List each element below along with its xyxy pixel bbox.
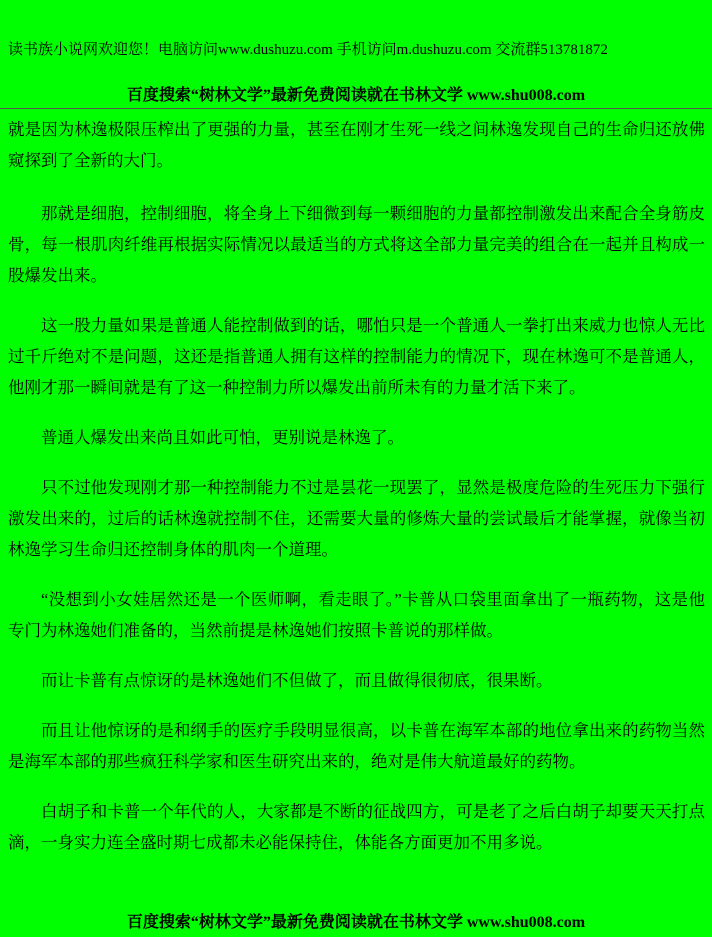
paragraph: 就是因为林逸极限压榨出了更强的力量，甚至在刚才生死一线之间林逸发现自己的生命归还放佛窥探到了全新的大门。 <box>8 120 705 170</box>
paragraph: “没想到小女娃居然还是一个医师啊，看走眼了。”卡普从口袋里面拿出了一瓶药物，这是他专门为林逸她们准备的，当然前提是林逸她们按照卡普说的那样做。 <box>8 590 705 640</box>
footer-search-tip: 百度搜索“树林文学”最新免费阅读就在书林文学 www.shu008.com <box>126 914 586 931</box>
paragraph: 这一股力量如果是普通人能控制做到的话，哪怕只是一个普通人一拳打出来威力也惊人无比过千斤绝对不是问题，这还是指普通人拥有这样的控制能力的情况下，现在林逸可不是普通人，他刚才那一瞬间就是有了这一种控制力所以爆发出前所未有的力量才活下来了。 <box>8 316 705 397</box>
site-notice: 读书族小说网欢迎您！电脑访问www.dushuzu.com 手机访问m.dushuzu.com 交流群513781872 <box>8 42 608 58</box>
paragraph: 而让卡普有点惊讶的是林逸她们不但做了，而且做得很彻底，很果断。 <box>41 671 553 690</box>
paragraph: 普通人爆发出来尚且如此可怕，更别说是林逸了。 <box>41 428 404 447</box>
header-divider <box>0 108 712 109</box>
chapter-content <box>8 114 705 877</box>
paragraph: 而且让他惊讶的是和纲手的医疗手段明显很高，以卡普在海军本部的地位拿出来的药物当然是海军本部的那些疯狂科学家和医生研究出来的，绝对是伟大航道最好的药物。 <box>8 721 705 771</box>
paragraph: 那就是细胞，控制细胞，将全身上下细微到每一颗细胞的力量都控制激发出来配合全身筋皮骨，每一根肌肉纤维再根据实际情况以最适当的方式将这全部力量完美的组合在一起并且构成一股爆发出来。 <box>8 204 705 285</box>
header-search-tip: 百度搜索“树林文学”最新免费阅读就在书林文学 www.shu008.com <box>126 87 586 104</box>
paragraph: 白胡子和卡普一个年代的人，大家都是不断的征战四方，可是老了之后白胡子却要天天打点滴，一身实力连全盛时期七成都未必能保持住，体能各方面更加不用多说。 <box>8 802 705 852</box>
paragraph: 只不过他发现刚才那一种控制能力不过是昙花一现罢了，显然是极度危险的生死压力下强行激发出来的，过后的话林逸就控制不住，还需要大量的修炼大量的尝试最后才能掌握，就像当初林逸学习生命归还控制身体的肌肉一个道理。 <box>8 478 705 559</box>
